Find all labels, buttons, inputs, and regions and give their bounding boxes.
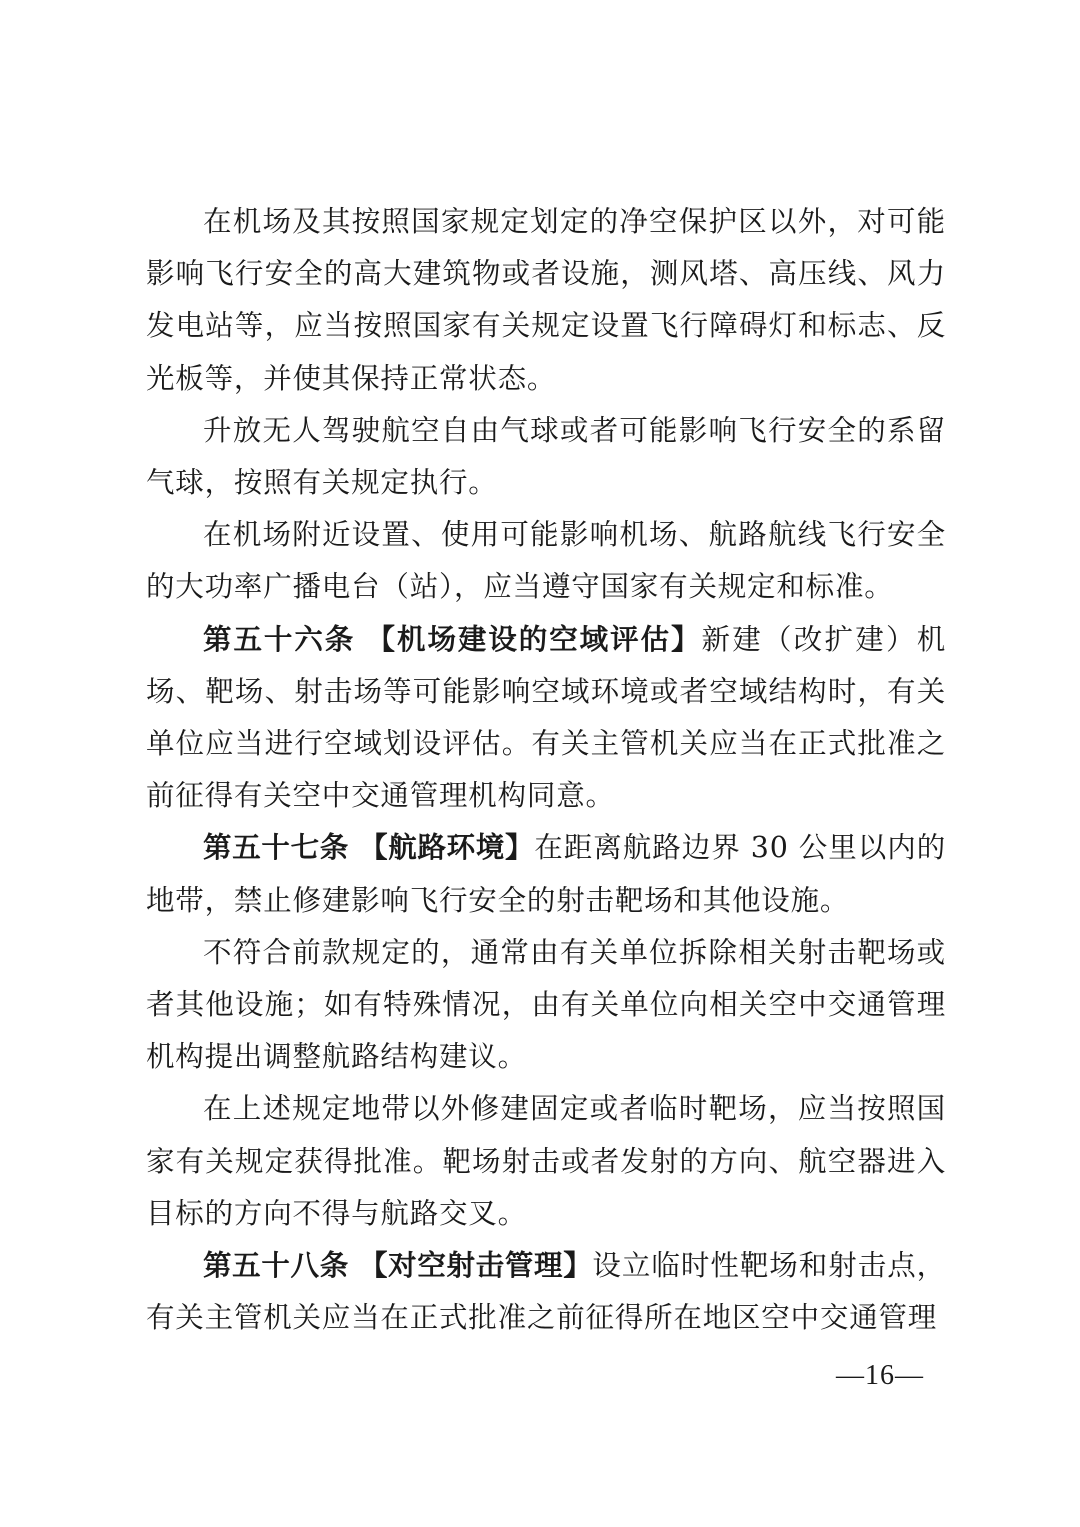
article-heading: 【航路环境】 (359, 831, 535, 865)
paragraph (146, 405, 946, 509)
article-paragraph (146, 614, 946, 823)
paragraph-text: 不符合前款规定的，通常由有关单位拆除相关射击靶场或者其他设施；如有特殊情况，由有关单位向相关空中交通管理机构提出调整航路结构建议。 (146, 935, 946, 1074)
paragraph (146, 509, 946, 613)
article-heading: 【对空射击管理】 (358, 1249, 593, 1283)
article-paragraph (146, 822, 946, 926)
article-number: 第五十八条 (203, 1249, 349, 1283)
paragraph (146, 1083, 946, 1240)
paragraph-text: 新建（改扩建）机场、靶场、射击场等可能影响空域环境或者空域结构时，有关单位应当进行空域划设评估。有关主管机关应当在正式批准之前征得有关空中交通管理机构同意。 (146, 622, 946, 813)
article-number: 第五十七条 (203, 831, 349, 865)
paragraph-text: 在距离航路边界 30 公里以内的地带，禁止修建影响飞行安全的射击靶场和其他设施。 (146, 831, 946, 917)
page-number: —16— (836, 1360, 924, 1391)
article-heading: 【机场建设的空域评估】 (366, 622, 702, 656)
article-number: 第五十六条 (203, 622, 356, 656)
paragraph-text: 在上述规定地带以外修建固定或者临时靶场，应当按照国家有关规定获得批准。靶场射击或者发射的方向、航空器进入目标的方向不得与航路交叉。 (146, 1092, 946, 1230)
paragraph (146, 196, 946, 405)
paragraph-text: 升放无人驾驶航空自由气球或者可能影响飞行安全的系留气球，按照有关规定执行。 (146, 413, 946, 500)
paragraph-text: 设立临时性靶场和射击点，有关主管机关应当在正式批准之前征得所在地区空中交通管理 (146, 1249, 946, 1335)
document-body (146, 196, 946, 1344)
article-paragraph (146, 1240, 946, 1344)
paragraph-text: 在机场附近设置、使用可能影响机场、航路航线飞行安全的大功率广播电台（站），应当遵守国家有关规定和标准。 (146, 518, 946, 604)
paragraph (146, 927, 946, 1084)
paragraph-text: 在机场及其按照国家规定划定的净空保护区以外，对可能影响飞行安全的高大建筑物或者设施，测风塔、高压线、风力发电站等，应当按照国家有关规定设置飞行障碍灯和标志、反光板等，并使其保持正常状态。 (146, 205, 946, 395)
